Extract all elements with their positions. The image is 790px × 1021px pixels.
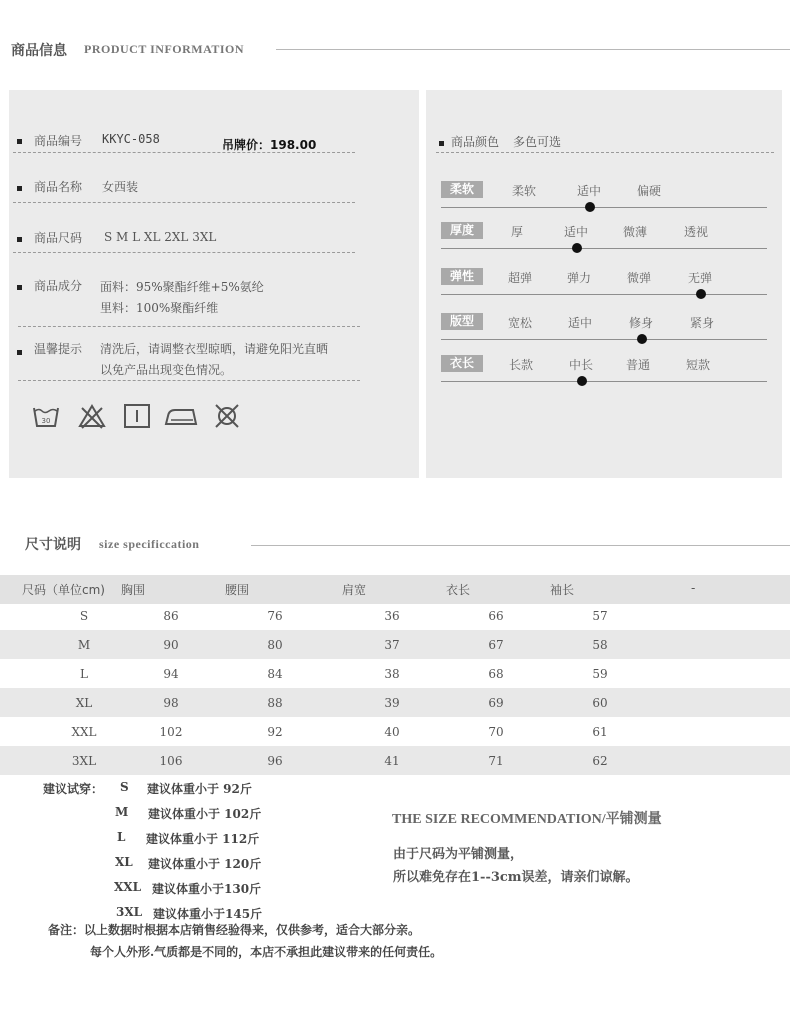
table-cell: 92 <box>267 725 283 739</box>
table-header-cell: 肩宽 <box>342 583 367 597</box>
divider <box>436 152 774 153</box>
bullet <box>17 186 22 191</box>
divider <box>18 380 360 381</box>
header-rule <box>251 545 790 546</box>
table-cell: 36 <box>384 609 400 623</box>
remark-line2: 每个人外形.气质都是不同的，本店不承担此建议带来的任何责任。 <box>90 945 443 959</box>
divider <box>13 202 355 203</box>
tag-price: 吊牌价：198.00 <box>222 138 317 152</box>
iron-icon <box>163 402 199 430</box>
recommend-size: XL <box>115 855 133 869</box>
product-info-title: 商品信息 <box>11 43 67 59</box>
remark-line1: 备注：以上数据时根据本店销售经验得来，仅供参考，适合大部分亲。 <box>48 923 421 937</box>
attribute-selected-dot <box>637 334 647 344</box>
attribute-track <box>441 294 767 295</box>
table-header-cell: 尺码（单位cm) <box>22 583 105 597</box>
recommend-size: 3XL <box>116 905 143 919</box>
table-cell: 94 <box>163 667 179 681</box>
product-info-subtitle: PRODUCT INFORMATION <box>84 42 245 56</box>
no-bleach-icon <box>78 402 106 430</box>
recommend-label: 建议试穿： <box>43 782 104 796</box>
table-cell: M <box>77 638 91 652</box>
table-cell: 58 <box>592 638 608 652</box>
recommend-weight: 建议体重小于 102斤 <box>148 807 262 821</box>
material-lining: 里料：100%聚酯纤维 <box>100 301 219 315</box>
bullet <box>17 350 22 355</box>
table-cell: 98 <box>163 696 179 710</box>
table-cell: L <box>80 667 88 681</box>
table-cell: XL <box>75 696 93 710</box>
product-code-value: KKYC-058 <box>102 132 160 146</box>
table-cell: 66 <box>488 609 504 623</box>
attribute-option: 偏硬 <box>637 184 662 198</box>
table-header-row <box>0 575 790 604</box>
attribute-option: 弹力 <box>567 271 592 285</box>
attribute-option: 柔软 <box>512 184 537 198</box>
product-size-label: 商品尺码 <box>34 231 83 245</box>
attribute-selected-dot <box>572 243 582 253</box>
table-cell: 88 <box>267 696 283 710</box>
attribute-option: 微薄 <box>623 225 648 239</box>
table-cell: 68 <box>488 667 504 681</box>
recommend-size: S <box>120 780 129 794</box>
attribute-selected-dot <box>696 289 706 299</box>
table-cell: 71 <box>488 754 504 768</box>
table-cell: 57 <box>592 609 608 623</box>
table-cell: 86 <box>163 609 179 623</box>
attribute-track <box>441 339 767 340</box>
care-tip-line2: 以免产品出现变色情况。 <box>100 363 233 377</box>
table-cell: 3XL <box>71 754 97 768</box>
bullet <box>17 285 22 290</box>
attribute-tag: 柔软 <box>441 181 483 198</box>
attribute-selected-dot <box>585 202 595 212</box>
care-tip-line1: 清洗后，请调整衣型晾晒，请避免阳光直晒 <box>100 342 329 356</box>
table-header-cell: 腰围 <box>225 583 250 597</box>
size-spec-title: 尺寸说明 <box>25 537 81 553</box>
recommend-size: M <box>115 805 129 819</box>
attribute-option: 修身 <box>629 316 654 330</box>
attribute-option: 无弹 <box>688 271 713 285</box>
bullet <box>439 141 444 146</box>
bullet <box>17 139 22 144</box>
attribute-option: 适中 <box>568 316 593 330</box>
table-cell: 76 <box>267 609 283 623</box>
attribute-option: 短款 <box>686 358 711 372</box>
product-name-label: 商品名称 <box>34 180 83 194</box>
measure-note-line1: 由于尺码为平铺测量， <box>393 847 524 862</box>
table-header-cell: 胸围 <box>121 583 146 597</box>
attribute-option: 长款 <box>509 358 534 372</box>
table-cell: 84 <box>267 667 283 681</box>
attribute-tag: 衣长 <box>441 355 483 372</box>
table-cell: 62 <box>592 754 608 768</box>
product-name-value: 女西装 <box>102 180 139 194</box>
table-cell: 41 <box>384 754 400 768</box>
measure-note-line2: 所以难免存在1--3cm误差，请亲们谅解。 <box>393 870 639 885</box>
recommend-size: L <box>117 830 126 844</box>
table-cell: 61 <box>592 725 608 739</box>
no-tumble-dry-icon <box>213 402 241 430</box>
table-header-cell: 袖长 <box>550 583 575 597</box>
care-tip-label: 温馨提示 <box>34 342 83 356</box>
attribute-selected-dot <box>577 376 587 386</box>
color-label: 商品颜色 <box>451 135 500 149</box>
bullet <box>17 237 22 242</box>
material-shell: 面料：95%聚酯纤维+5%氨纶 <box>100 280 264 294</box>
table-cell: 37 <box>384 638 400 652</box>
recommend-weight: 建议体重小于 120斤 <box>148 857 262 871</box>
attribute-tag: 弹性 <box>441 268 483 285</box>
line-dry-icon <box>123 402 151 430</box>
table-cell: 102 <box>159 725 183 739</box>
product-size-value: S M L XL 2XL 3XL <box>104 230 217 244</box>
attribute-option: 中长 <box>569 358 594 372</box>
table-cell: 70 <box>488 725 504 739</box>
product-code-label: 商品编号 <box>34 134 83 148</box>
table-cell: 39 <box>384 696 400 710</box>
size-recommendation-title: THE SIZE RECOMMENDATION/平铺测量 <box>392 812 662 827</box>
table-header-cell: - <box>691 581 696 595</box>
table-cell: 60 <box>592 696 608 710</box>
header-rule <box>276 49 790 50</box>
divider <box>13 152 355 153</box>
table-header-cell: 衣长 <box>446 583 471 597</box>
table-cell: 69 <box>488 696 504 710</box>
attribute-option: 微弹 <box>627 271 652 285</box>
attribute-track <box>441 248 767 249</box>
color-value: 多色可选 <box>513 135 562 149</box>
divider <box>18 326 360 327</box>
recommend-weight: 建议体重小于 92斤 <box>147 782 252 796</box>
attribute-option: 宽松 <box>508 316 533 330</box>
attribute-option: 超弹 <box>508 271 533 285</box>
attribute-tag: 厚度 <box>441 222 483 239</box>
table-cell: 40 <box>384 725 400 739</box>
table-cell: S <box>79 609 89 623</box>
table-cell: XXL <box>71 725 97 739</box>
recommend-weight: 建议体重小于130斤 <box>152 882 262 896</box>
table-cell: 106 <box>159 754 183 768</box>
table-cell: 96 <box>267 754 283 768</box>
divider <box>13 252 355 253</box>
table-cell: 90 <box>163 638 179 652</box>
wash-30-icon <box>32 402 60 430</box>
attribute-option: 普通 <box>626 358 651 372</box>
recommend-weight: 建议体重小于 112斤 <box>146 832 260 846</box>
table-cell: 59 <box>592 667 608 681</box>
table-cell: 38 <box>384 667 400 681</box>
recommend-size: XXL <box>114 880 142 894</box>
attribute-option: 适中 <box>577 184 602 198</box>
size-spec-subtitle: size specificcation <box>99 537 200 551</box>
attribute-option: 厚 <box>511 225 524 239</box>
attribute-option: 紧身 <box>690 316 715 330</box>
table-cell: 67 <box>488 638 504 652</box>
attribute-track <box>441 207 767 208</box>
attribute-option: 适中 <box>564 225 589 239</box>
attribute-tag: 版型 <box>441 313 483 330</box>
recommend-weight: 建议体重小于145斤 <box>153 907 263 921</box>
material-label: 商品成分 <box>34 279 83 293</box>
table-cell: 80 <box>267 638 283 652</box>
attribute-option: 透视 <box>684 225 709 239</box>
wash-temp-text: 30 <box>41 417 51 425</box>
attribute-track <box>441 381 767 382</box>
